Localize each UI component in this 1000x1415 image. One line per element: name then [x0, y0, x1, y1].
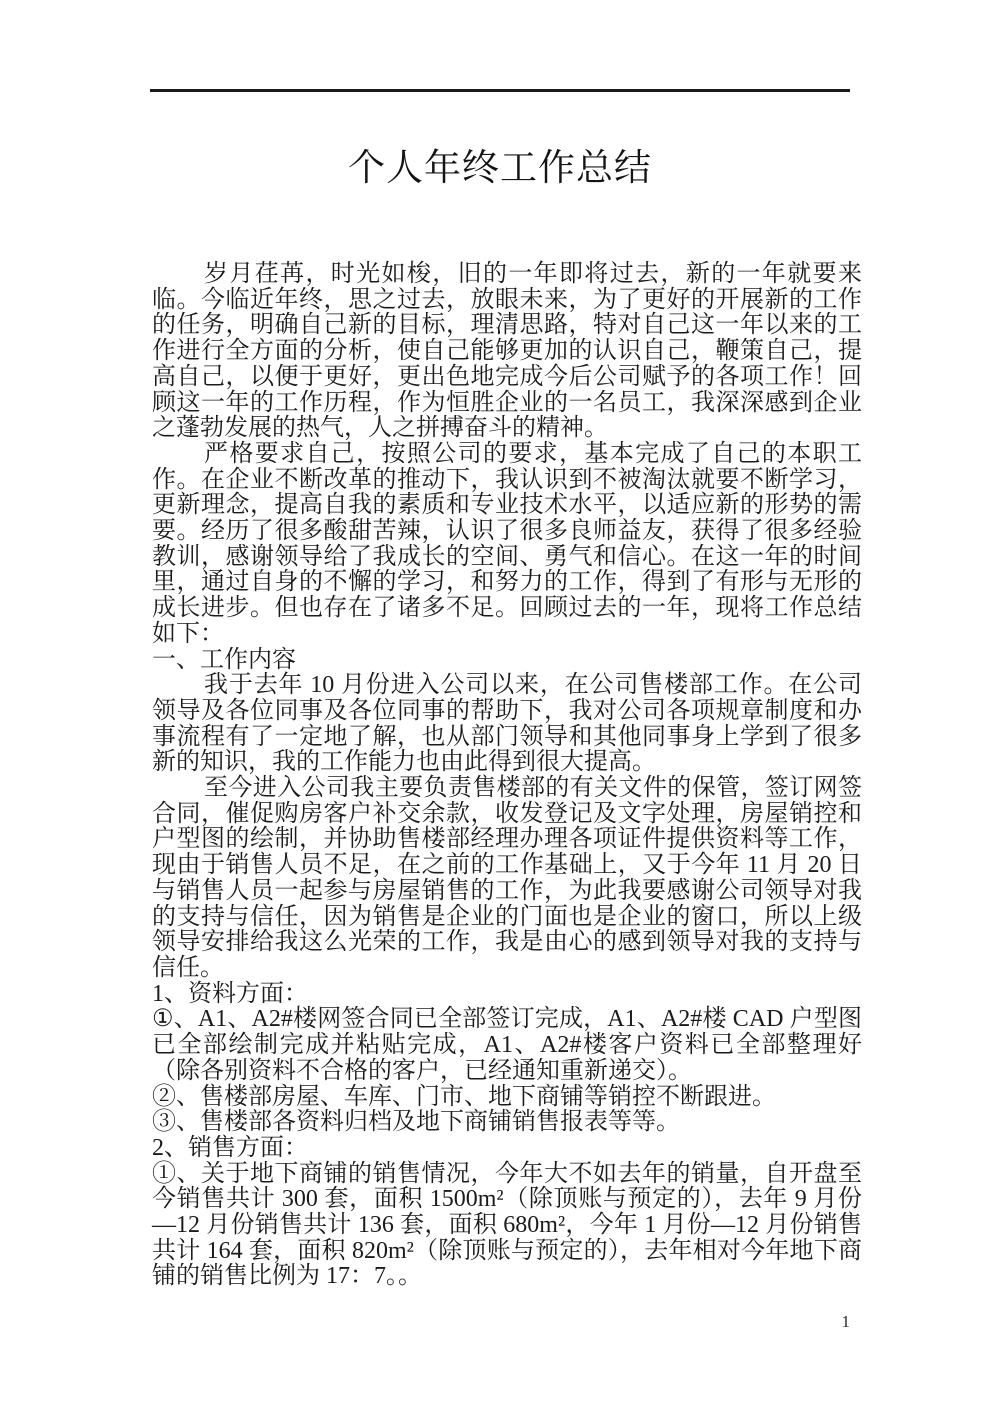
- document-body: [152, 262, 862, 1290]
- page-number: 1: [841, 1312, 850, 1331]
- paragraph: 岁月荏苒，时光如梭，旧的一年即将过去，新的一年就要来临。今临近年终，思之过去，放眼未来，为了更好的开展新的工作的任务，明确自己新的目标，理清思路，特对自己这一年以来的工作进行全方面的分析，使自己能够更加的认识自己，鞭策自己，提高自己，以便于更好，更出色地完成今后公司赋予的各项工作！回顾这一年的工作历程，作为恒胜企业的一名员工，我深深感到企业之蓬勃发展的热气，人之拼搏奋斗的精神。: [152, 261, 862, 442]
- paragraph: 一、工作内容: [152, 646, 296, 673]
- header-divider: [150, 89, 850, 92]
- paragraph: 2、销售方面：: [152, 1134, 308, 1161]
- document-title: 个人年终工作总结: [348, 147, 652, 188]
- paragraph: ①、A1、A2#楼网签合同已全部签订完成，A1、A2#楼 CAD 户型图已全部绘制完成并粘贴完成，A1、A2#楼客户资料已全部整理好（除各别资料不合格的客户，已经通知重新递交）。: [152, 1006, 862, 1084]
- paragraph: ②、售楼部房屋、车库、门市、地下商铺等销控不断跟进。: [152, 1083, 776, 1110]
- paragraph: 我于去年 10 月份进入公司以来，在公司售楼部工作。在公司领导及各位同事及各位同事的帮助下，我对公司各项规章制度和办事流程有了一定地了解，也从部门领导和其他同事身上学到了很多新的知识，我的工作能力也由此得到很大提高。: [152, 672, 862, 776]
- paragraph: 1、资料方面：: [152, 980, 308, 1007]
- paragraph: 至今进入公司我主要负责售楼部的有关文件的保管，签订网签合同，催促购房客户补交余款，收发登记及文字处理，房屋销控和户型图的绘制，并协助售楼部经理办理各项证件提供资料等工作，现由于销售人员不足，在之前的工作基础上，又于今年 11 月 20 日与销售人员一起参与房屋销售的工作，为此我要感谢公司领导对我的支持与信任，因为销售是企业的门面也是企业的窗口，所以上级领导安排给我这么光荣的工作，我是由心的感到领导对我的支持与信任。: [152, 775, 862, 981]
- paragraph: ①、关于地下商铺的销售情况，今年大不如去年的销量，自开盘至今销售共计 300 套，面积 1500m²（除顶账与预定的），去年 9 月份—12 月份销售共计 136 套，面积 680m²，今年 1 月份—12 月份销售共计 164 套，面积 820m²（除顶账与预定的），去年相对今年地下商铺的销售比例为 17：7。。: [152, 1160, 862, 1290]
- paragraph: ③、售楼部各资料归档及地下商铺销售报表等等。: [152, 1109, 680, 1136]
- paragraph: 严格要求自己，按照公司的要求，基本完成了自己的本职工作。在企业不断改革的推动下，我认识到不被淘汰就要不断学习，更新理念，提高自我的素质和专业技术水平，以适应新的形势的需要。经历了很多酸甜苦辣，认识了很多良师益友，获得了很多经验教训，感谢领导给了我成长的空间、勇气和信心。在这一年的时间里，通过自身的不懈的学习，和努力的工作，得到了有形与无形的成长进步。但也存在了诸多不足。回顾过去的一年，现将工作总结如下：: [152, 440, 862, 647]
